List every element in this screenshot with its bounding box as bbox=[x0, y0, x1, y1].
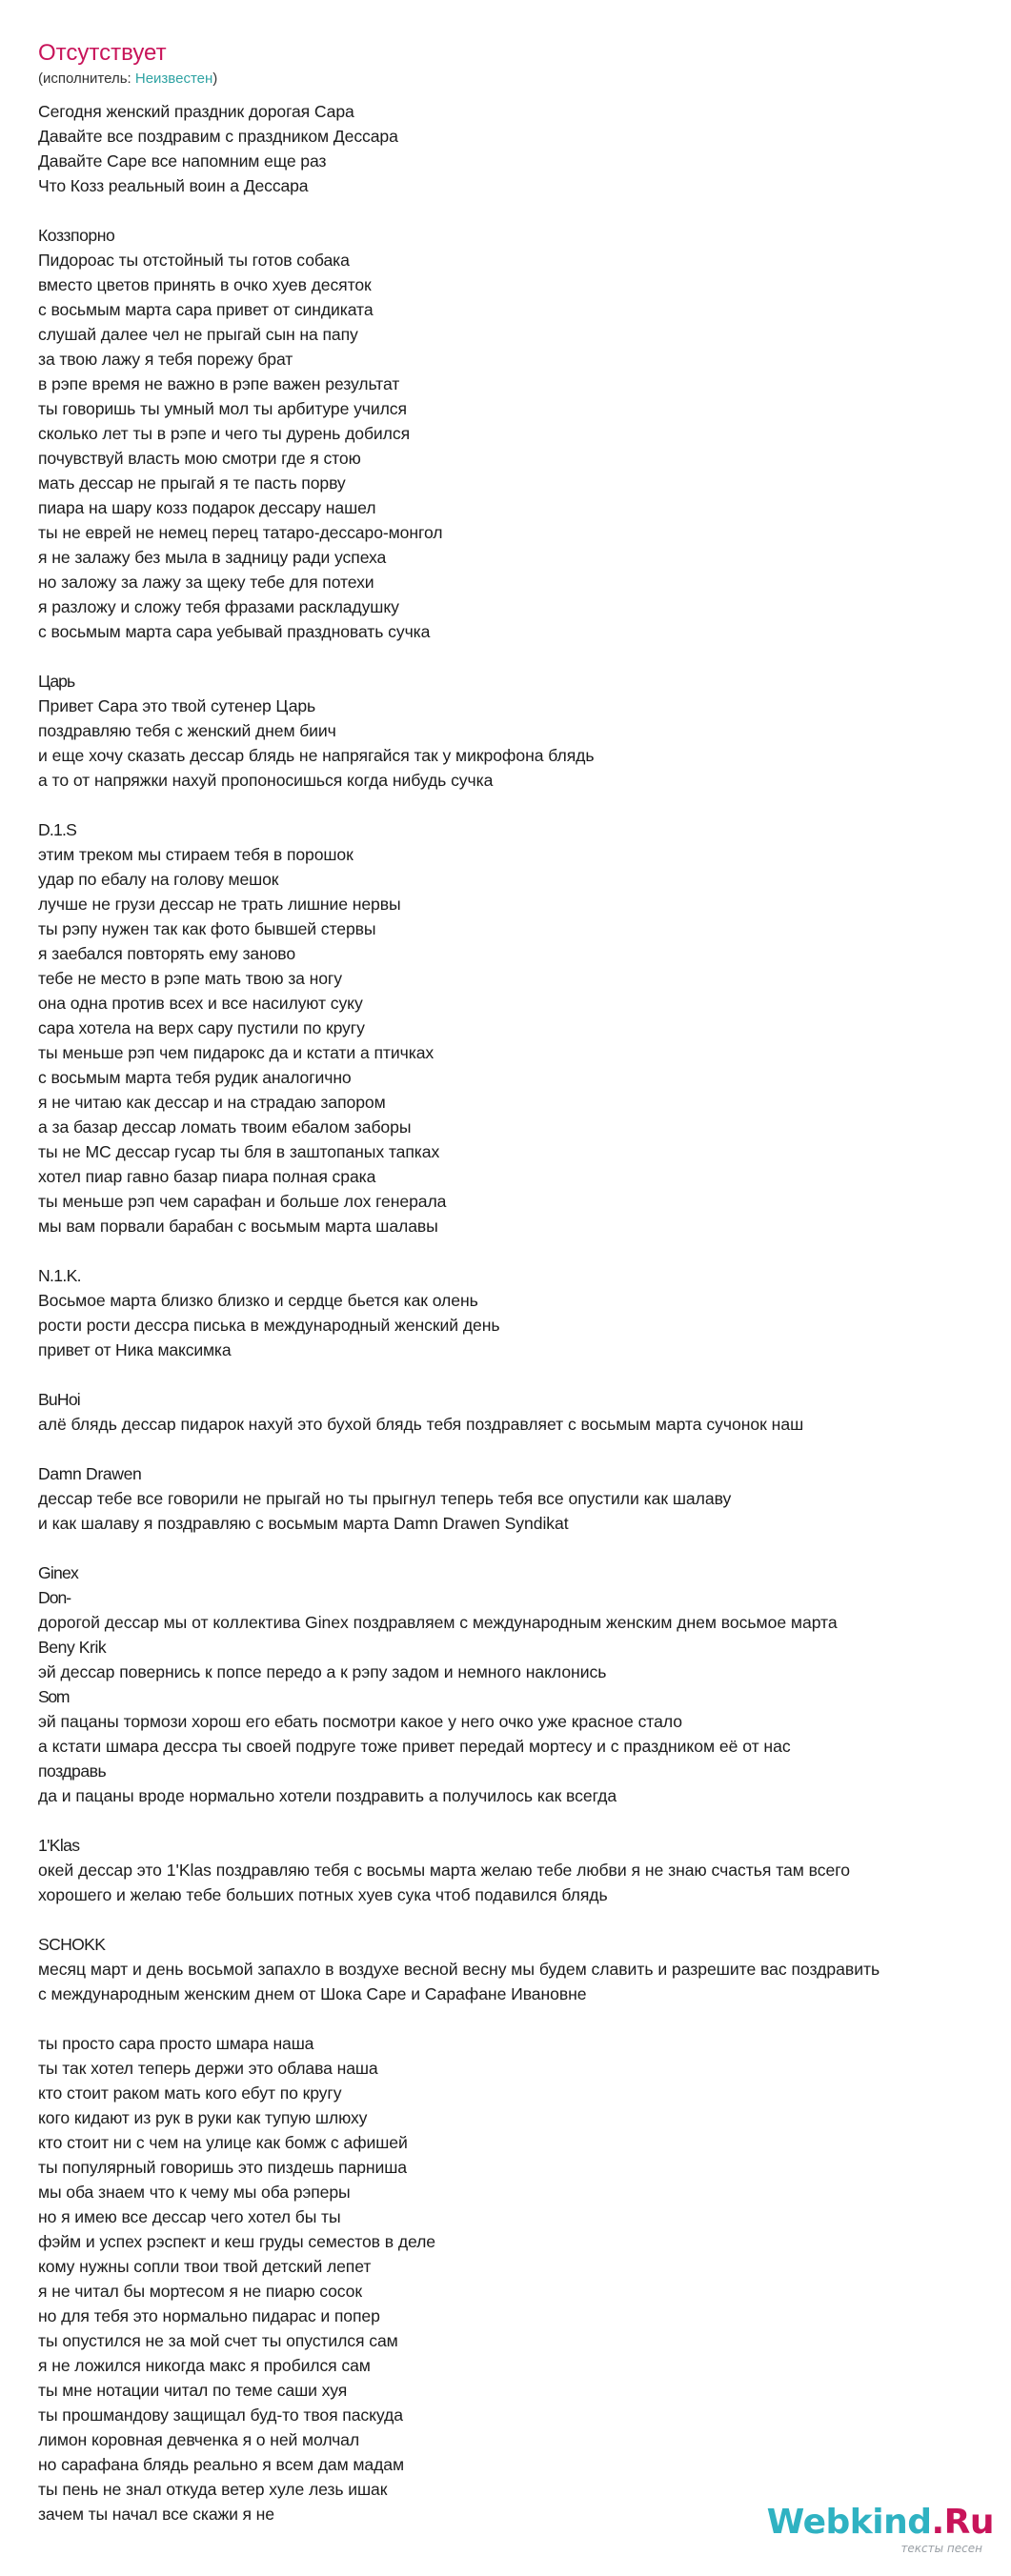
lyric-line: этим треком мы стираем тебя в порошок bbox=[38, 845, 354, 864]
lyric-line: с международным женским днем от Шока Саре и Сарафане Ивановне bbox=[38, 1984, 587, 2003]
stanza-gap bbox=[38, 1362, 1011, 1387]
lyric-line: но для тебя это нормально пидарас и попер bbox=[38, 2306, 380, 2325]
lyric-line: за твою лажу я тебя порежу брат bbox=[38, 350, 293, 369]
lyric-line: тебе не место в рэпе мать твою за ногу bbox=[38, 969, 342, 988]
lyric-line: Давайте Саре все напомним еще раз bbox=[38, 151, 327, 171]
lyric-line: дорогой дессар мы от коллектива Ginex поздравляем с международным женским днем восьмое марта bbox=[38, 1613, 838, 1632]
lyric-line: ты мне нотации читал по теме саши хуя bbox=[38, 2381, 348, 2400]
lyric-line: эй дессар повернись к попсе передо а к рэпу задом и немного наклонись bbox=[38, 1662, 607, 1681]
lyric-line: ты прошмандову защищал буд-то твоя паскуда bbox=[38, 2405, 403, 2425]
lyric-line: рости рости дессра писька в международный женский день bbox=[38, 1316, 500, 1335]
lyric-line: вместо цветов принять в очко хуев десяток bbox=[38, 275, 372, 294]
lyrics-body bbox=[38, 99, 1011, 2526]
lyric-line: эй пацаны тормози хорош его ебать посмотри какое у него очко уже красное стало bbox=[38, 1712, 682, 1731]
lyric-line: мы оба знаем что к чему мы оба рэперы bbox=[38, 2183, 351, 2202]
lyric-line: дессар тебе все говорили не прыгай но ты прыгнул теперь тебя все опустили как шалаву bbox=[38, 1489, 732, 1508]
lyric-line: Восьмое марта близко близко и сердце бьется как олень bbox=[38, 1291, 478, 1310]
stanza-gap bbox=[38, 644, 1011, 669]
lyric-line: окей дессар это 1'Klas поздравляю тебя с восьмы марта желаю тебе любви я не знаю счастья там всего bbox=[38, 1861, 851, 1880]
lyric-line: лимон коровная девченка я о ней молчал bbox=[38, 2430, 360, 2449]
lyric-line: ты пень не знал откуда ветер хуле лезь ишак bbox=[38, 2480, 388, 2499]
lyric-line: мы вам порвали барабан с восьмым марта шалавы bbox=[38, 1217, 438, 1236]
artist-line bbox=[38, 69, 991, 90]
site-logo[interactable] bbox=[766, 2502, 994, 2559]
lyric-line: а то от напряжки нахуй пропоносишься когда нибудь сучка bbox=[38, 771, 494, 790]
lyric-line: Привет Сара это твой сутенер Царь bbox=[38, 696, 316, 715]
lyric-line: а кстати шмара дессра ты своей подруге тоже привет передай мортесу и с праздником её от нас bbox=[38, 1737, 791, 1756]
lyric-line: фэйм и успех рэспект и кеш груды семестов в деле bbox=[38, 2232, 436, 2251]
lyric-line: Коззпорно bbox=[38, 226, 115, 245]
lyric-line: ты популярный говоришь это пиздешь парниша bbox=[38, 2158, 407, 2177]
lyric-line: ты не еврей не немец перец татаро-дессаро-монгол bbox=[38, 523, 443, 542]
lyric-line: Damn Drawen bbox=[38, 1464, 142, 1483]
artist-suffix: ) bbox=[212, 70, 218, 87]
lyric-line: 1'Klas bbox=[38, 1836, 80, 1855]
lyric-line: в рэпе время не важно в рэпе важен результат bbox=[38, 374, 400, 393]
logo-tagline: тексты песен bbox=[900, 2542, 982, 2555]
lyric-line: Сегодня женский праздник дорогая Сара bbox=[38, 102, 354, 121]
lyric-line: Давайте все поздравим с праздником Дессара bbox=[38, 127, 398, 146]
lyric-line: но я имею все дессар чего хотел бы ты bbox=[38, 2207, 341, 2226]
lyric-line: Beny Krik bbox=[38, 1638, 107, 1657]
lyric-line: N.1.K. bbox=[38, 1266, 81, 1285]
lyric-line: кто стоит раком мать кого ебут по кругу bbox=[38, 2083, 342, 2103]
lyric-line: хотел пиар гавно базар пиара полная срака bbox=[38, 1167, 376, 1186]
lyric-line: мать дессар не прыгай я те пасть порву bbox=[38, 473, 346, 493]
lyric-line: ты рэпу нужен так как фото бывшей стервы bbox=[38, 919, 376, 938]
stanza-gap bbox=[38, 2006, 1011, 2031]
lyric-line: но сарафана блядь реально я всем дам мадам bbox=[38, 2455, 404, 2474]
song-header bbox=[38, 38, 991, 90]
lyric-line: а за базар дессар ломать твоим ебалом заборы bbox=[38, 1117, 412, 1137]
lyric-line: и как шалаву я поздравляю с восьмым марта Damn Drawen Syndikat bbox=[38, 1514, 569, 1533]
lyric-line: ты говоришь ты умный мол ты арбитуре учился bbox=[38, 399, 407, 418]
stanza-gap bbox=[38, 793, 1011, 817]
lyric-line: Что Козз реальный воин а Дессара bbox=[38, 176, 309, 195]
stanza-gap bbox=[38, 1907, 1011, 1932]
stanza-gap bbox=[38, 198, 1011, 223]
song-title[interactable]: Отсутствует bbox=[38, 40, 167, 66]
lyric-line: кому нужны сопли твои твой детский лепет bbox=[38, 2257, 372, 2276]
lyric-line: Пидороас ты отстойный ты готов собака bbox=[38, 251, 350, 270]
lyric-line: ты не МС дессар гусар ты бля в заштопаных тапках bbox=[38, 1142, 440, 1161]
lyric-line: D.1.S bbox=[38, 820, 77, 839]
lyric-line: я не залажу без мыла в задницу ради успеха bbox=[38, 548, 387, 567]
lyric-line: кто стоит ни с чем на улице как бомж с афишей bbox=[38, 2133, 408, 2152]
lyric-line: зачем ты начал все скажи я не bbox=[38, 2505, 274, 2524]
lyric-line: BuHoi bbox=[38, 1390, 80, 1409]
lyric-line: я разложу и сложу тебя фразами раскладушку bbox=[38, 597, 399, 616]
artist-link[interactable]: Неизвестен bbox=[134, 70, 213, 87]
lyric-line: я не ложился никогда макс я пробился сам bbox=[38, 2356, 371, 2375]
lyric-line: ты меньше рэп чем сарафан и больше лох генерала bbox=[38, 1192, 447, 1211]
stanza-gap bbox=[38, 1238, 1011, 1263]
lyric-line: Царь bbox=[38, 672, 75, 691]
lyric-line: я заебался повторять ему заново bbox=[38, 944, 295, 963]
lyric-line: удар по ебалу на голову мешок bbox=[38, 870, 279, 889]
lyric-line: лучше не грузи дессар не трать лишние нервы bbox=[38, 895, 401, 914]
lyric-line: поздравь bbox=[38, 1761, 107, 1781]
lyric-line: сколько лет ты в рэпе и чего ты дурень добился bbox=[38, 424, 411, 443]
lyric-line: кого кидают из рук в руки как тупую шлюху bbox=[38, 2108, 368, 2127]
lyric-line: с восьмым марта тебя рудик аналогично bbox=[38, 1068, 352, 1087]
lyric-line: алё блядь дессар пидарок нахуй это бухой блядь тебя поздравляет с восьмым марта сучонок наш bbox=[38, 1415, 804, 1434]
lyric-line: поздравляю тебя с женский днем биич bbox=[38, 721, 336, 740]
lyric-line: ты меньше рэп чем пидарокс да и кстати а птичках bbox=[38, 1043, 435, 1062]
logo-wordmark bbox=[767, 2502, 994, 2544]
stanza-gap bbox=[38, 1808, 1011, 1833]
lyric-line: и еще хочу сказать дессар блядь не напрягайся так у микрофона блядь bbox=[38, 746, 595, 765]
lyric-line: с восьмым марта сара привет от синдиката bbox=[38, 300, 374, 319]
stanza-gap bbox=[38, 1437, 1011, 1461]
logo-name: Webkind bbox=[766, 2503, 932, 2542]
lyric-line: Ginex bbox=[38, 1563, 78, 1582]
lyric-line: ты так хотел теперь держи это облава наша bbox=[38, 2059, 378, 2078]
lyric-line: слушай далее чел не прыгай сын на папу bbox=[38, 325, 358, 344]
lyric-line: я не читал бы мортесом я не пиарю сосок bbox=[38, 2282, 362, 2301]
lyric-line: привет от Ника максимка bbox=[38, 1340, 232, 1359]
logo-domain: .Ru bbox=[931, 2503, 994, 2542]
lyric-line: она одна против всех и все насилуют суку bbox=[38, 994, 363, 1013]
lyric-line: хорошего и желаю тебе больших потных хуев сука чтоб подавился блядь bbox=[38, 1885, 608, 1904]
lyric-line: почувствуй власть мою смотри где я стою bbox=[38, 449, 361, 468]
lyric-line: сара хотела на верх сару пустили по кругу bbox=[38, 1018, 365, 1037]
lyric-line: я не читаю как дессар и на страдаю запором bbox=[38, 1093, 386, 1112]
lyric-line: ты опустился не за мой счет ты опустился сам bbox=[38, 2331, 398, 2350]
lyric-line: ты просто сара просто шмара наша bbox=[38, 2034, 314, 2053]
lyric-line: но заложу за лажу за щеку тебе для потехи bbox=[38, 573, 374, 592]
lyric-line: Don- bbox=[38, 1588, 71, 1607]
lyric-line: пиара на шару козз подарок дессару нашел bbox=[38, 498, 376, 517]
lyric-line: SCHOKK bbox=[38, 1935, 106, 1954]
artist-prefix: (исполнитель: bbox=[38, 70, 135, 87]
lyric-line: с восьмым марта сара уебывай праздновать сучка bbox=[38, 622, 431, 641]
stanza-gap bbox=[38, 1536, 1011, 1560]
lyric-line: Som bbox=[38, 1687, 70, 1706]
lyric-line: месяц март и день восьмой запахло в воздухе весной весну мы будем славить и разрешите вас поздравить bbox=[38, 1960, 880, 1979]
lyric-line: да и пацаны вроде нормально хотели поздравить а получилось как всегда bbox=[38, 1786, 617, 1805]
